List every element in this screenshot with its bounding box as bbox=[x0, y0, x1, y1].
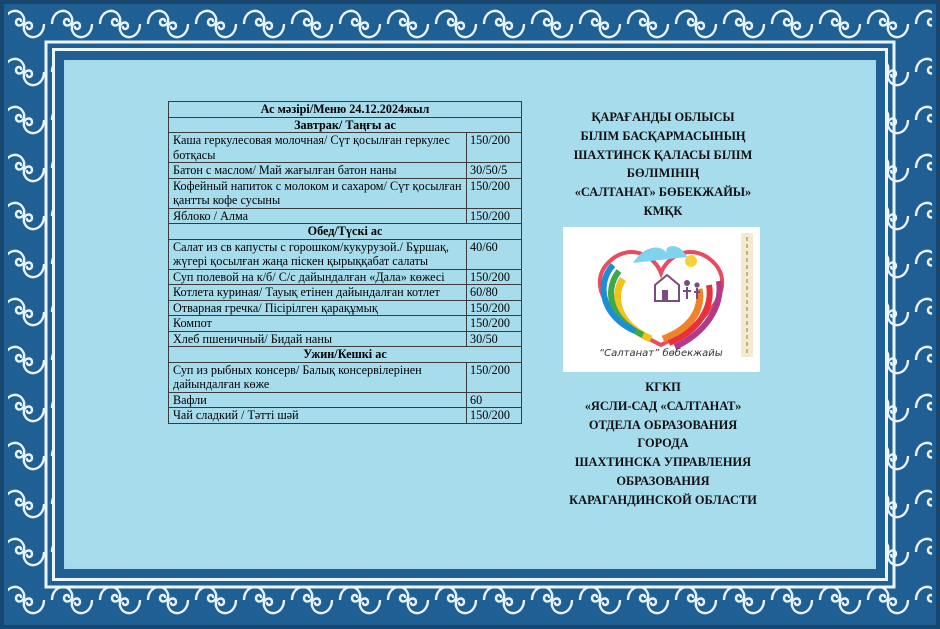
org-line: «САЛТАНАТ» БӨБЕКЖАЙЫ» bbox=[574, 185, 752, 200]
logo-caption: “Салтанат” бөбекжайы bbox=[599, 348, 723, 359]
menu-title: Ас мәзірі/Меню 24.12.2024жыл bbox=[169, 102, 522, 118]
table-row bbox=[169, 331, 522, 347]
org-line: БІЛІМ БАСҚАРМАСЫНЫҢ bbox=[580, 128, 746, 143]
portion-cell: 40/60 bbox=[467, 239, 522, 269]
table-row bbox=[169, 133, 522, 163]
portion-cell: 150/200 bbox=[467, 269, 522, 285]
table-row bbox=[169, 178, 522, 208]
dish-cell: Батон с маслом/ Май жағылған батон наны bbox=[169, 163, 467, 179]
portion-cell: 150/200 bbox=[467, 408, 522, 424]
portion-cell: 30/50/5 bbox=[467, 163, 522, 179]
dish-cell: Котлета куриная/ Тауық етінен дайындалған котлет bbox=[169, 285, 467, 301]
org-name-russian bbox=[548, 378, 778, 510]
section-header: Ужин/Кешкі ас bbox=[169, 347, 522, 363]
table-row bbox=[169, 163, 522, 179]
section-header: Обед/Түскі ас bbox=[169, 224, 522, 240]
dish-cell: Кофейный напиток с молоком и сахаром/ Сүт қосылған қантты кофе сусыны bbox=[169, 178, 467, 208]
portion-cell: 150/200 bbox=[467, 362, 522, 392]
org-line: ГОРОДА bbox=[637, 436, 689, 451]
org-line: «ЯСЛИ-САД «САЛТАНАТ» bbox=[584, 398, 742, 413]
portion-cell: 150/200 bbox=[467, 133, 522, 163]
org-line: ОБРАЗОВАНИЯ bbox=[616, 473, 710, 488]
table-row bbox=[169, 269, 522, 285]
portion-cell: 30/50 bbox=[467, 331, 522, 347]
org-line: ШАХТИНСКА УПРАВЛЕНИЯ bbox=[574, 455, 752, 470]
dish-cell: Компот bbox=[169, 316, 467, 332]
table-row bbox=[169, 362, 522, 392]
dish-cell: Каша геркулесовая молочная/ Сүт қосылған геркулес ботқасы bbox=[169, 133, 467, 163]
table-row bbox=[169, 208, 522, 224]
table-row bbox=[169, 316, 522, 332]
table-row bbox=[169, 300, 522, 316]
org-name-kazakh bbox=[548, 108, 778, 221]
portion-cell: 150/200 bbox=[467, 178, 522, 208]
section-header: Завтрак/ Таңғы ас bbox=[169, 117, 522, 133]
table-row bbox=[169, 285, 522, 301]
dish-cell: Яблоко / Алма bbox=[169, 208, 467, 224]
table-row bbox=[169, 239, 522, 269]
dish-cell: Вафли bbox=[169, 392, 467, 408]
dish-cell: Суп из рыбных консерв/ Балық консервілерінен дайындалған көже bbox=[169, 362, 467, 392]
org-line: ШАХТИНСК ҚАЛАСЫ БІЛІМ bbox=[573, 147, 753, 162]
org-line: ҚАРАҒАНДЫ ОБЛЫСЫ bbox=[591, 110, 735, 124]
portion-cell: 150/200 bbox=[467, 208, 522, 224]
portion-cell: 150/200 bbox=[467, 316, 522, 332]
dish-cell: Чай сладкий / Тәтті шәй bbox=[169, 408, 467, 424]
org-line: БӨЛІМІНІҢ bbox=[626, 166, 700, 181]
portion-cell: 150/200 bbox=[467, 300, 522, 316]
dish-cell: Хлеб пшеничный/ Бидай наны bbox=[169, 331, 467, 347]
dish-cell: Салат из св капусты с горошком/кукурузой./ Бұршақ, жүгері қосылған жаңа піскен қырыққабат салаты bbox=[169, 239, 467, 269]
dish-cell: Суп полевой на к/б/ С/с дайындалған «Дала» көжесі bbox=[169, 269, 467, 285]
org-line: КГКП bbox=[645, 380, 681, 394]
org-line: ОТДЕЛА ОБРАЗОВАНИЯ bbox=[588, 417, 738, 432]
kindergarten-logo bbox=[563, 227, 760, 372]
org-line: КАРАГАНДИНСКОЙ ОБЛАСТИ bbox=[569, 492, 757, 507]
dish-cell: Отварная гречка/ Пісірілген қарақұмық bbox=[169, 300, 467, 316]
portion-cell: 60 bbox=[467, 392, 522, 408]
menu-table bbox=[168, 101, 522, 424]
table-row bbox=[169, 392, 522, 408]
org-line: КМҚК bbox=[643, 203, 683, 218]
portion-cell: 60/80 bbox=[467, 285, 522, 301]
table-row bbox=[169, 408, 522, 424]
